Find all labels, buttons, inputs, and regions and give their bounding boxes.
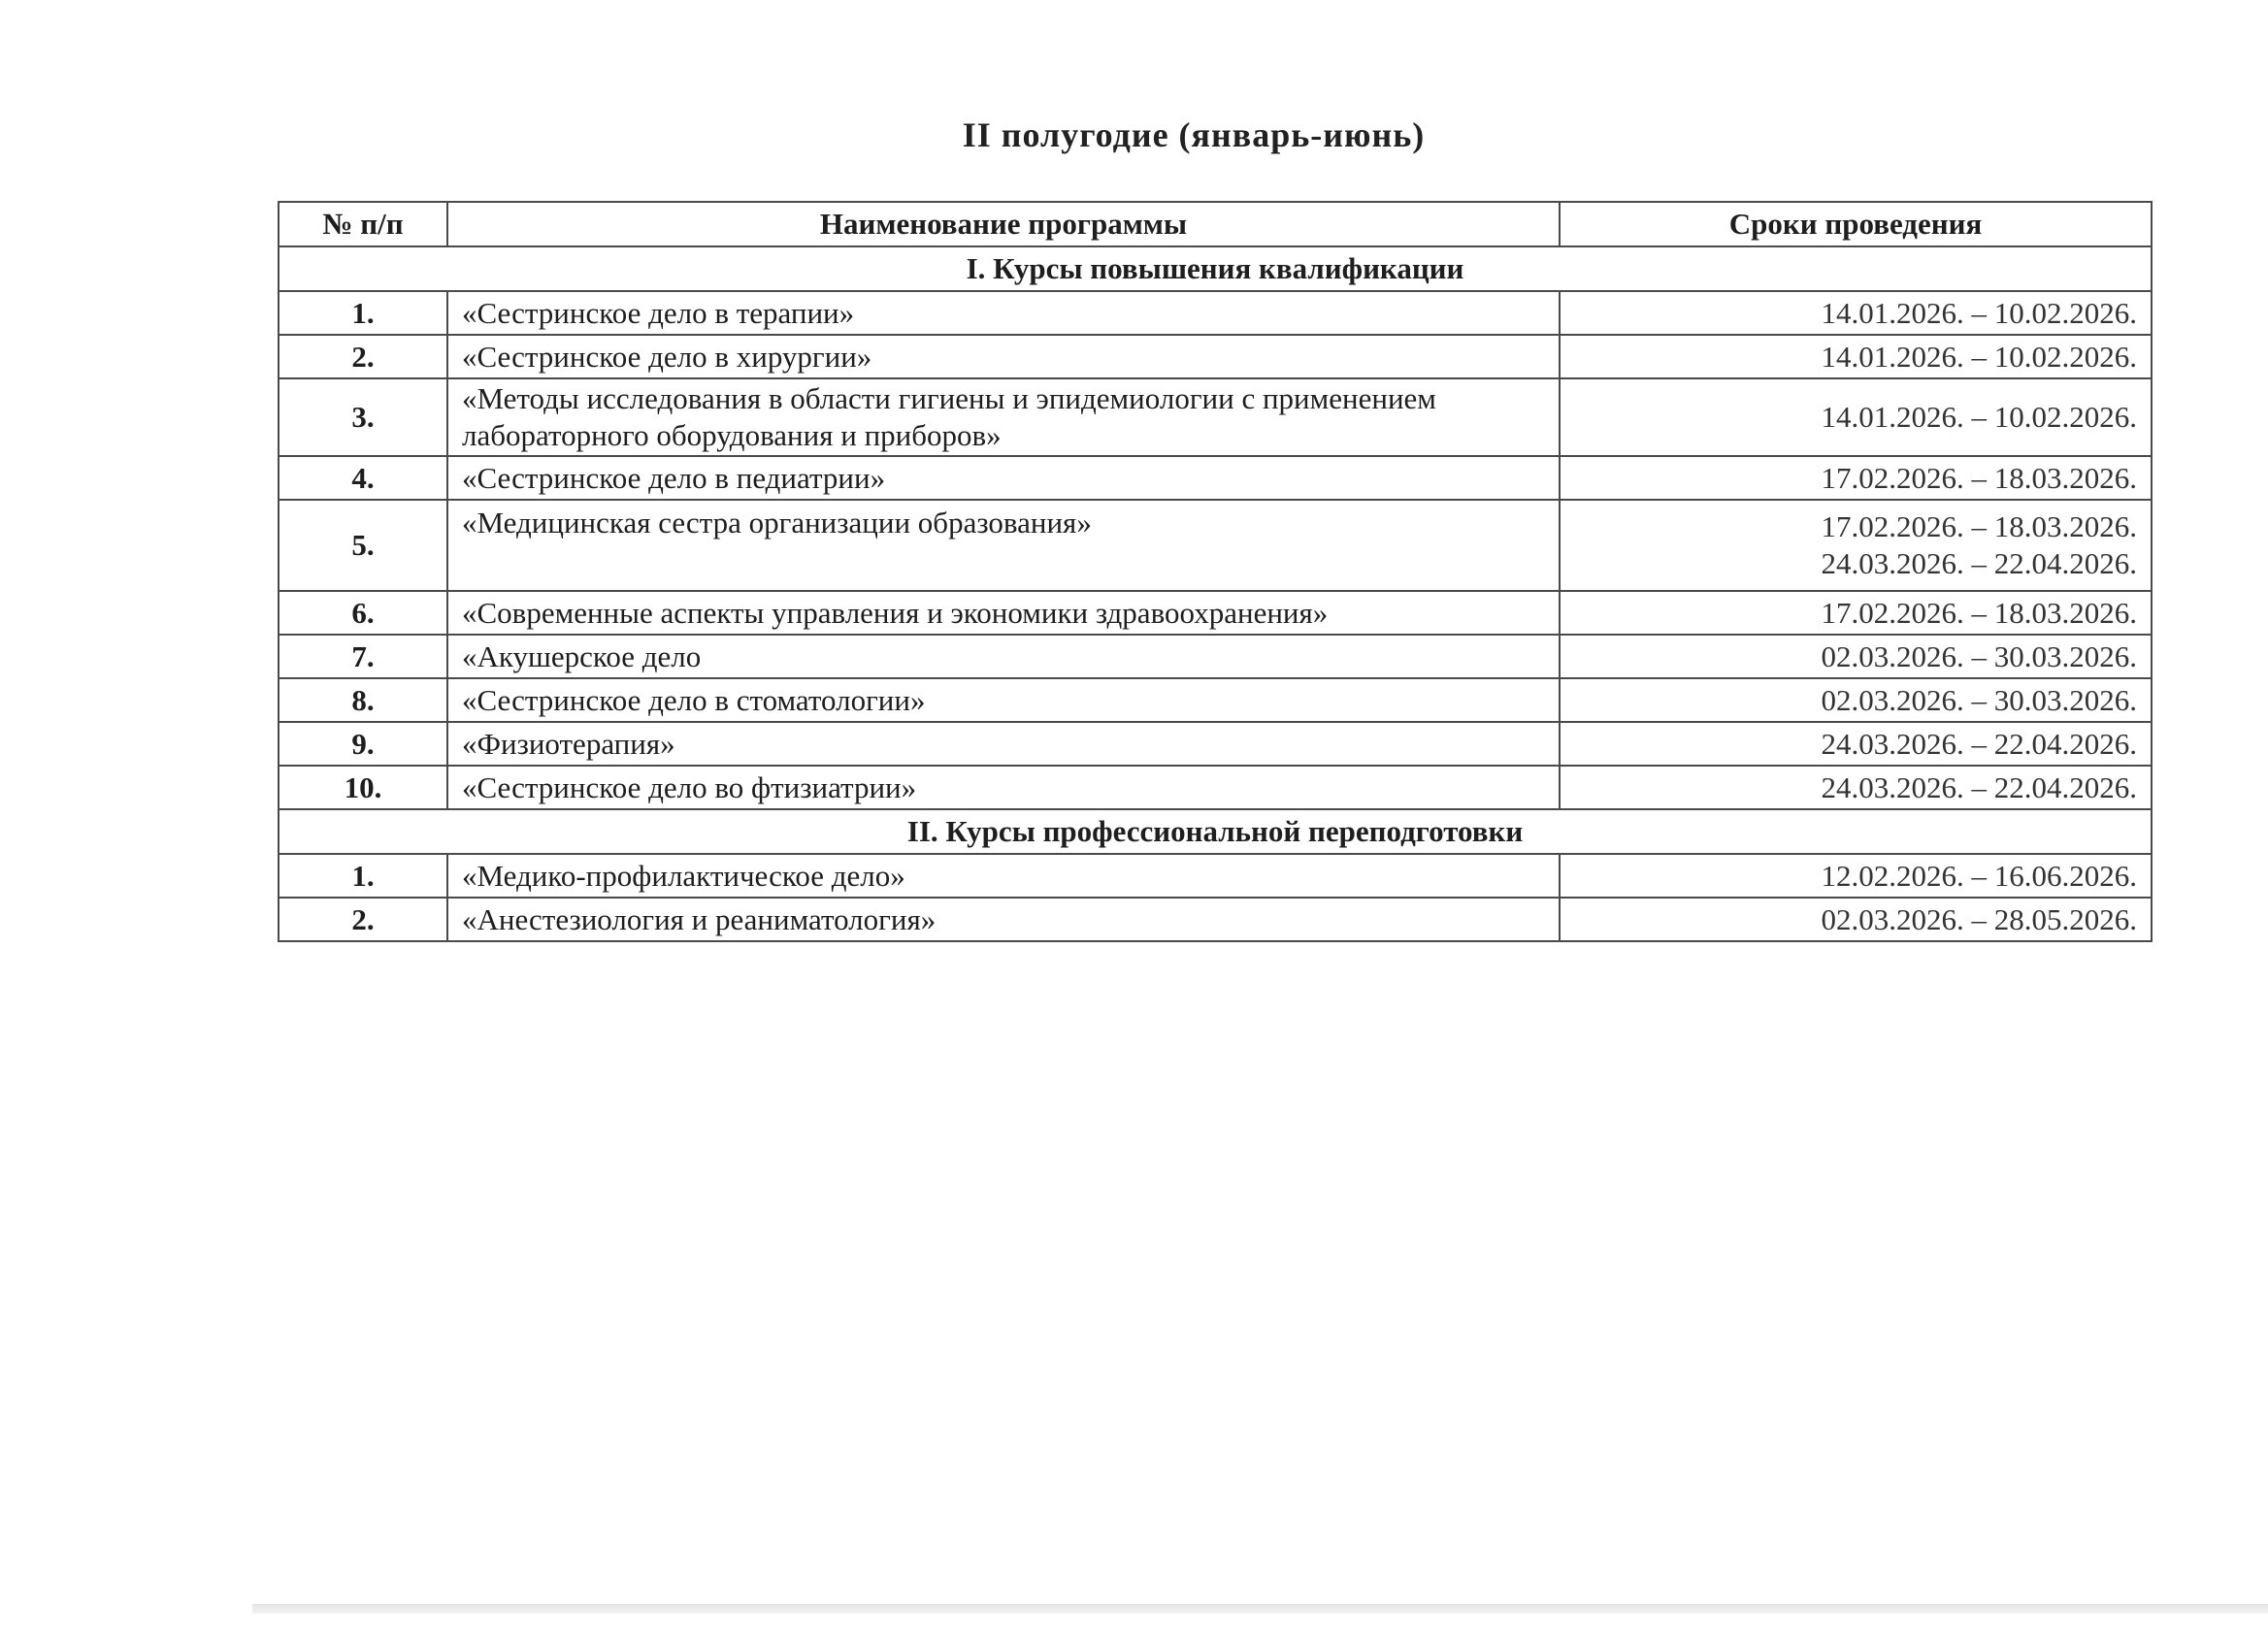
- program-dates: [1560, 335, 2152, 378]
- program-name: «Медицинская сестра организации образования»: [447, 500, 1560, 591]
- date-range: 12.02.2026. – 16.06.2026.: [1821, 858, 2137, 893]
- section-title: I. Курсы повышения квалификации: [279, 246, 2152, 291]
- program-dates: [1560, 500, 2152, 591]
- table-row: [279, 854, 2152, 898]
- program-name: «Медико-профилактическое дело»: [447, 854, 1560, 898]
- table-row: [279, 722, 2152, 766]
- row-number: 10.: [279, 766, 447, 809]
- program-dates: [1560, 378, 2152, 456]
- date-range: 24.03.2026. – 22.04.2026.: [1821, 769, 2137, 804]
- program-dates: [1560, 766, 2152, 809]
- row-number: 2.: [279, 335, 447, 378]
- program-name: «Анестезиология и реаниматология»: [447, 898, 1560, 941]
- program-name: «Акушерское дело: [447, 635, 1560, 678]
- program-dates: [1560, 456, 2152, 500]
- program-name: «Сестринское дело в стоматологии»: [447, 678, 1560, 722]
- table-row: [279, 378, 2152, 456]
- header-num: № п/п: [279, 202, 447, 246]
- table-row: [279, 291, 2152, 335]
- program-dates: [1560, 591, 2152, 635]
- table-row: [279, 766, 2152, 809]
- row-number: 4.: [279, 456, 447, 500]
- table-row: [279, 335, 2152, 378]
- program-dates: [1560, 854, 2152, 898]
- date-range: 14.01.2026. – 10.02.2026.: [1821, 339, 2137, 374]
- section-title: II. Курсы профессиональной переподготовки: [279, 809, 2152, 854]
- scan-edge: [252, 1604, 2268, 1614]
- program-dates: [1560, 898, 2152, 941]
- header-dates: Сроки проведения: [1560, 202, 2152, 246]
- section-row: [279, 246, 2152, 291]
- table-row: [279, 678, 2152, 722]
- table-row: [279, 456, 2152, 500]
- row-number: 1.: [279, 854, 447, 898]
- table-row: [279, 500, 2152, 591]
- program-dates: [1560, 635, 2152, 678]
- program-dates: [1560, 678, 2152, 722]
- date-range: 14.01.2026. – 10.02.2026.: [1821, 400, 2137, 434]
- program-name: «Физиотерапия»: [447, 722, 1560, 766]
- program-name: «Современные аспекты управления и экономики здравоохранения»: [447, 591, 1560, 635]
- program-name: «Сестринское дело в терапии»: [447, 291, 1560, 335]
- row-number: 5.: [279, 500, 447, 591]
- row-number: 1.: [279, 291, 447, 335]
- date-range: 02.03.2026. – 30.03.2026.: [1821, 638, 2137, 673]
- row-number: 6.: [279, 591, 447, 635]
- program-name: «Сестринское дело в педиатрии»: [447, 456, 1560, 500]
- program-dates: [1560, 291, 2152, 335]
- row-number: 2.: [279, 898, 447, 941]
- date-range: 17.02.2026. – 18.03.2026.: [1821, 509, 2137, 543]
- table-header-row: [279, 202, 2152, 246]
- date-range: 24.03.2026. – 22.04.2026.: [1821, 726, 2137, 761]
- date-range: 17.02.2026. – 18.03.2026.: [1821, 460, 2137, 495]
- page-title: II полугодие (январь-июнь): [962, 115, 1426, 154]
- table-body: [279, 246, 2152, 941]
- date-range: 17.02.2026. – 18.03.2026.: [1821, 595, 2137, 630]
- date-range: 14.01.2026. – 10.02.2026.: [1821, 295, 2137, 330]
- section-row: [279, 809, 2152, 854]
- table-row: [279, 591, 2152, 635]
- program-name: «Сестринское дело во фтизиатрии»: [447, 766, 1560, 809]
- program-dates: [1560, 722, 2152, 766]
- row-number: 3.: [279, 378, 447, 456]
- row-number: 9.: [279, 722, 447, 766]
- row-number: 7.: [279, 635, 447, 678]
- date-range: 02.03.2026. – 28.05.2026.: [1821, 901, 2137, 936]
- schedule-table: [278, 201, 2153, 942]
- row-number: 8.: [279, 678, 447, 722]
- date-range: 24.03.2026. – 22.04.2026.: [1821, 546, 2137, 580]
- date-range: 02.03.2026. – 30.03.2026.: [1821, 682, 2137, 717]
- header-program-name: Наименование программы: [447, 202, 1560, 246]
- table-row: [279, 898, 2152, 941]
- program-name: «Сестринское дело в хирургии»: [447, 335, 1560, 378]
- program-name: «Методы исследования в области гигиены и эпидемиологии с применением лабораторного оборудования и приборов»: [447, 378, 1560, 456]
- table-row: [279, 635, 2152, 678]
